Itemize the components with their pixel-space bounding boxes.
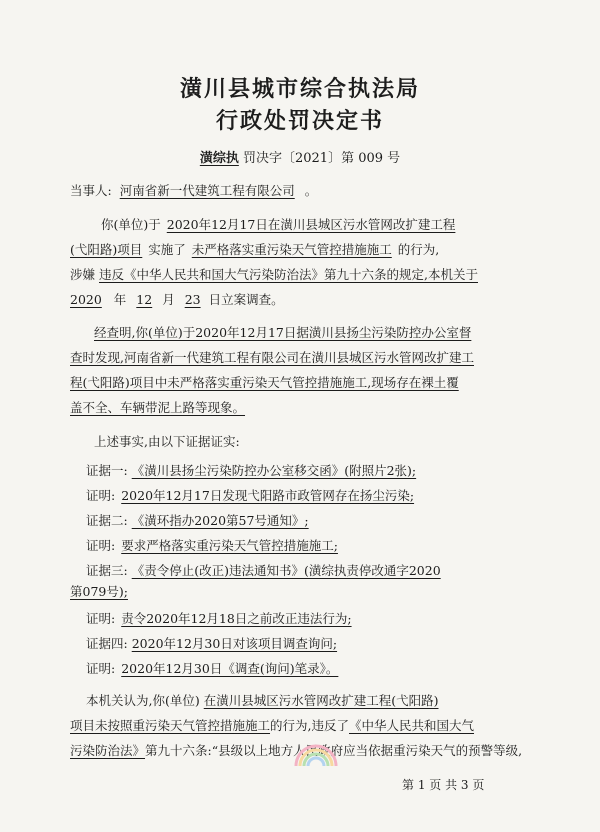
- evidence-item: [86, 487, 414, 505]
- evidence-text: 要求严格落实重污染天气管控措施施工;: [121, 538, 338, 553]
- doc-number-prefix: 潢综执: [199, 151, 239, 166]
- para2-line4: 盖不全、车辆带泥上路等现象。: [70, 400, 246, 415]
- document-title: 行政处罚决定书: [215, 108, 384, 134]
- para3-line1: [86, 692, 439, 710]
- evidence-text: 《责令停止(改正)违法通知书》(潢综执责停改通字2020: [131, 563, 441, 578]
- evidence-item: [86, 462, 416, 480]
- document-number: [0, 147, 600, 166]
- doc-number-rest: 罚决字〔2021〕第 009 号: [242, 151, 401, 166]
- para3-underlined: 在潢川县城区污水管网改扩建工程(弋阳路): [203, 693, 439, 708]
- para3-underlined: 项目未按照重污染天气管控措施施工: [70, 718, 271, 733]
- evidence-label: 证明:: [86, 611, 116, 626]
- party-label: 当事人:: [70, 183, 112, 198]
- evidence-label: 证明:: [86, 538, 116, 553]
- evidence-text: 2020年12月30日《调查(询问)笔录》。: [121, 661, 339, 676]
- para3-line2: [70, 717, 474, 735]
- evidence-text: 《潢川县扬尘污染防控办公室移交函》(附照片2张);: [131, 463, 417, 478]
- para1-underlined: 2020年12月17日在潢川县城区污水管网改扩建工程: [166, 217, 456, 232]
- para1-text: 涉嫌: [70, 267, 96, 282]
- evidence-label: 证据四:: [86, 636, 128, 651]
- evidence-item: [86, 537, 338, 555]
- para1-text: 月: [162, 292, 175, 307]
- para1-text: 年: [113, 292, 127, 307]
- party-name: 河南省新一代建筑工程有限公司: [119, 183, 295, 198]
- evidence-text: 责令2020年12月18日之前改正违法行为;: [121, 611, 352, 626]
- para1-text: 你(单位)于: [101, 217, 161, 232]
- para2-line2: 查时发现,河南省新一代建筑工程有限公司在潢川县城区污水管网改扩建工: [70, 350, 474, 365]
- party-end: 。: [304, 183, 318, 198]
- evidence-label: 证据二:: [86, 513, 128, 528]
- para3-underlined: 污染防治法》: [70, 743, 146, 758]
- evidence-label: 证明:: [86, 488, 116, 503]
- para1-line3: [70, 266, 478, 284]
- para1-underlined: (弋阳路)项目: [70, 242, 143, 257]
- para3-underlined: 《中华人民共和国大气: [349, 718, 475, 733]
- page-footer: 第 1 页 共 3 页: [402, 778, 485, 792]
- para1-underlined: 违反《中华人民共和国大气污染防治法》第九十六条的规定,本机关于: [99, 267, 478, 282]
- evidence-item: [86, 635, 337, 653]
- evidence-text: 2020年12月17日发现弋阳路市政管网存在扬尘污染;: [121, 488, 415, 503]
- party-line: [70, 182, 317, 200]
- para1-text: 实施了: [148, 242, 186, 257]
- evidence-continuation: 第079号);: [70, 584, 128, 599]
- para3-text: 的行为,违反了: [270, 718, 349, 733]
- para1-text: 日立案调查。: [208, 292, 284, 307]
- para3-text: 第九十六条:“县级以上地方人民政府应当依据重污染天气的预警等级,: [145, 743, 523, 758]
- evidence-text: 《潢环指办2020第57号通知》;: [131, 513, 309, 528]
- evidence-item: [86, 610, 352, 628]
- evidence-text: 2020年12月30日对该项目调查询问;: [131, 636, 338, 651]
- para1-line2: [70, 241, 439, 259]
- agency-title: 潢川县城市综合执法局: [179, 76, 420, 102]
- evidence-label: 证据三:: [86, 563, 128, 578]
- para2-line1: 经查明,你(单位)于2020年12月17日据潢川县扬尘污染防控办公室督: [94, 325, 472, 340]
- para1-underlined: 未严格落实重污染天气管控措施施工: [191, 242, 392, 257]
- para1-underlined: 23: [184, 292, 201, 307]
- para3-text: 本机关认为,你(单位): [86, 693, 200, 708]
- evidence-item: [86, 562, 441, 580]
- evidence-item: [86, 660, 338, 678]
- para1-line4: [70, 291, 284, 309]
- evidence-intro: 上述事实,由以下证据证实:: [94, 434, 240, 449]
- para1-text: 的行为,: [397, 242, 440, 257]
- para2-line3: 程(弋阳路)项目中未严格落实重污染天气管控措施施工,现场存在裸土覆: [70, 375, 459, 390]
- evidence-label: 证明:: [86, 661, 116, 676]
- evidence-item: [86, 512, 309, 530]
- rainbow-watermark-icon: [292, 742, 340, 768]
- para1-underlined: 2020: [70, 292, 102, 307]
- evidence-label: 证据一:: [86, 463, 128, 478]
- para1-underlined: 12: [136, 292, 153, 307]
- para1-line1: [101, 216, 455, 234]
